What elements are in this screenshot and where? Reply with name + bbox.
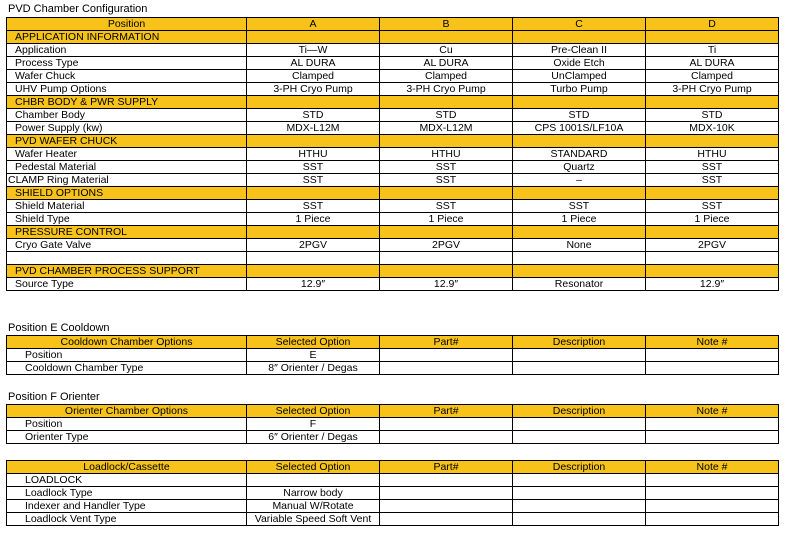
- cell-value: AL DURA: [646, 57, 779, 70]
- cell-value: 12.9″: [646, 278, 779, 291]
- cell-value: None: [513, 239, 646, 252]
- column-header: Part#: [380, 461, 513, 474]
- cell-value: SST: [513, 200, 646, 213]
- section-fill: [513, 135, 646, 148]
- row-label: Chamber Body: [7, 109, 247, 122]
- row-label: Loadlock Vent Type: [7, 513, 247, 526]
- section-fill: [513, 226, 646, 239]
- cell-value: [380, 349, 513, 362]
- section-fill: [380, 135, 513, 148]
- column-header: Selected Option: [247, 405, 380, 418]
- cell-value: SST: [380, 174, 513, 187]
- subheading-row: [7, 474, 779, 487]
- cell-value: Manual W/Rotate: [247, 500, 380, 513]
- section-fill: [380, 31, 513, 44]
- row-label: Loadlock Type: [7, 487, 247, 500]
- cell-value: [380, 362, 513, 375]
- cell-value: [646, 252, 779, 265]
- cell-value: Turbo Pump: [513, 83, 646, 96]
- section-fill: [513, 265, 646, 278]
- section-header-row: [7, 135, 779, 148]
- cell-value: [646, 431, 779, 444]
- cooldown-title: Position E Cooldown: [8, 322, 110, 334]
- cell-value: HTHU: [247, 148, 380, 161]
- cell-value: 12.9″: [247, 278, 380, 291]
- column-header: Selected Option: [247, 461, 380, 474]
- header-row: [7, 461, 779, 474]
- cell-value: [646, 418, 779, 431]
- cell-value: 2PGV: [380, 239, 513, 252]
- cell-value: [513, 252, 646, 265]
- cooldown-table: [6, 335, 779, 375]
- cell-value: HTHU: [646, 148, 779, 161]
- row-label: Wafer Chuck: [7, 70, 247, 83]
- row-label: Shield Material: [7, 200, 247, 213]
- cell-value: 1 Piece: [646, 213, 779, 226]
- column-header: Description: [513, 405, 646, 418]
- column-header: Part#: [380, 336, 513, 349]
- cell-value: SST: [646, 200, 779, 213]
- cell-value: 12.9″: [380, 278, 513, 291]
- table-row: [7, 83, 779, 96]
- cell-value: SST: [247, 200, 380, 213]
- empty-cell: [646, 474, 779, 487]
- table-row: [7, 418, 779, 431]
- cell-value: [380, 252, 513, 265]
- table-row: [7, 278, 779, 291]
- cell-value: F: [247, 418, 380, 431]
- section-fill: [380, 265, 513, 278]
- row-label: Cooldown Chamber Type: [7, 362, 247, 375]
- cell-value: Variable Speed Soft Vent: [247, 513, 380, 526]
- table-row: [7, 57, 779, 70]
- cell-value: STD: [247, 109, 380, 122]
- table-row: [7, 213, 779, 226]
- cell-value: 3-PH Cryo Pump: [247, 83, 380, 96]
- cell-value: UnClamped: [513, 70, 646, 83]
- section-title: SHIELD OPTIONS: [7, 187, 247, 200]
- row-label: UHV Pump Options: [7, 83, 247, 96]
- row-label: Position: [7, 349, 247, 362]
- cell-value: Clamped: [646, 70, 779, 83]
- section-title: PVD WAFER CHUCK: [7, 135, 247, 148]
- row-label: Wafer Heater: [7, 148, 247, 161]
- cell-value: 6″ Orienter / Degas: [247, 431, 380, 444]
- section-fill: [513, 31, 646, 44]
- pvd-config-table: [6, 17, 779, 291]
- section-fill: [380, 187, 513, 200]
- subheading: LOADLOCK: [7, 474, 247, 487]
- section-fill: [247, 31, 380, 44]
- cell-value: SST: [380, 200, 513, 213]
- cell-value: [380, 500, 513, 513]
- main-title: PVD Chamber Configuration: [8, 3, 148, 15]
- row-label: Pedestal Material: [7, 161, 247, 174]
- cell-value: Quartz: [513, 161, 646, 174]
- cell-value: Clamped: [247, 70, 380, 83]
- cell-value: MDX-L12M: [247, 122, 380, 135]
- section-fill: [247, 187, 380, 200]
- cell-value: Ti: [646, 44, 779, 57]
- section-fill: [513, 96, 646, 109]
- cell-value: [513, 362, 646, 375]
- table-row: [7, 200, 779, 213]
- table-row: [7, 252, 779, 265]
- cell-value: [380, 418, 513, 431]
- header-row: [7, 405, 779, 418]
- cell-value: [646, 362, 779, 375]
- cell-value: [513, 487, 646, 500]
- cell-value: Ti—W: [247, 44, 380, 57]
- cell-value: Resonator: [513, 278, 646, 291]
- section-fill: [646, 135, 779, 148]
- column-header: Description: [513, 336, 646, 349]
- section-title: PVD CHAMBER PROCESS SUPPORT: [7, 265, 247, 278]
- cell-value: 2PGV: [247, 239, 380, 252]
- cell-value: [646, 349, 779, 362]
- cell-value: 1 Piece: [380, 213, 513, 226]
- column-header: Loadlock/Cassette: [7, 461, 247, 474]
- column-header: Selected Option: [247, 336, 380, 349]
- table-row: [7, 513, 779, 526]
- row-label: Power Supply (kw): [7, 122, 247, 135]
- column-header: Orienter Chamber Options: [7, 405, 247, 418]
- cell-value: [646, 487, 779, 500]
- empty-cell: [247, 474, 380, 487]
- row-label: CLAMP Ring Material: [7, 174, 247, 187]
- cell-value: STANDARD: [513, 148, 646, 161]
- cell-value: [513, 431, 646, 444]
- cell-value: [380, 487, 513, 500]
- column-header: Note #: [646, 405, 779, 418]
- cell-value: STD: [646, 109, 779, 122]
- row-label: Application: [7, 44, 247, 57]
- table-row: [7, 70, 779, 83]
- section-fill: [646, 265, 779, 278]
- cell-value: SST: [380, 161, 513, 174]
- section-fill: [247, 96, 380, 109]
- section-title: APPLICATION INFORMATION: [7, 31, 247, 44]
- section-header-row: [7, 96, 779, 109]
- table-row: [7, 239, 779, 252]
- row-label: [7, 252, 247, 265]
- cell-value: E: [247, 349, 380, 362]
- section-fill: [380, 226, 513, 239]
- table-row: [7, 349, 779, 362]
- empty-cell: [380, 474, 513, 487]
- column-header: Description: [513, 461, 646, 474]
- row-label: Indexer and Handler Type: [7, 500, 247, 513]
- cell-value: [380, 431, 513, 444]
- cell-value: [646, 513, 779, 526]
- section-fill: [247, 226, 380, 239]
- row-label: Position: [7, 418, 247, 431]
- column-header: Cooldown Chamber Options: [7, 336, 247, 349]
- orienter-table: [6, 404, 779, 444]
- cell-value: SST: [247, 174, 380, 187]
- cell-value: 3-PH Cryo Pump: [380, 83, 513, 96]
- column-header: C: [513, 18, 646, 31]
- section-fill: [380, 96, 513, 109]
- section-title: PRESSURE CONTROL: [7, 226, 247, 239]
- table-row: [7, 362, 779, 375]
- table-row: [7, 487, 779, 500]
- section-header-row: [7, 265, 779, 278]
- cell-value: Oxide Etch: [513, 57, 646, 70]
- cell-value: Pre-Clean II: [513, 44, 646, 57]
- section-header-row: [7, 31, 779, 44]
- cell-value: 2PGV: [646, 239, 779, 252]
- cell-value: AL DURA: [247, 57, 380, 70]
- cell-value: 1 Piece: [513, 213, 646, 226]
- section-title: CHBR BODY & PWR SUPPLY: [7, 96, 247, 109]
- cell-value: [646, 500, 779, 513]
- table-row: [7, 148, 779, 161]
- cell-value: Clamped: [380, 70, 513, 83]
- cell-value: 8″ Orienter / Degas: [247, 362, 380, 375]
- section-fill: [646, 226, 779, 239]
- cell-value: MDX-L12M: [380, 122, 513, 135]
- cell-value: SST: [247, 161, 380, 174]
- cell-value: –: [513, 174, 646, 187]
- cell-value: [513, 513, 646, 526]
- cell-value: [513, 418, 646, 431]
- row-label: Source Type: [7, 278, 247, 291]
- header-row: [7, 336, 779, 349]
- cell-value: SST: [646, 174, 779, 187]
- cell-value: Cu: [380, 44, 513, 57]
- column-header: Position: [7, 18, 247, 31]
- table-row: [7, 500, 779, 513]
- header-row: [7, 18, 779, 31]
- cell-value: 1 Piece: [247, 213, 380, 226]
- column-header: D: [646, 18, 779, 31]
- cell-value: [513, 500, 646, 513]
- section-fill: [247, 135, 380, 148]
- table-row: [7, 109, 779, 122]
- cell-value: MDX-10K: [646, 122, 779, 135]
- section-fill: [247, 265, 380, 278]
- section-fill: [513, 187, 646, 200]
- row-label: Shield Type: [7, 213, 247, 226]
- section-fill: [646, 31, 779, 44]
- cell-value: 3-PH Cryo Pump: [646, 83, 779, 96]
- cell-value: [513, 349, 646, 362]
- section-header-row: [7, 187, 779, 200]
- section-fill: [646, 187, 779, 200]
- table-row: [7, 431, 779, 444]
- section-fill: [646, 96, 779, 109]
- cell-value: HTHU: [380, 148, 513, 161]
- table-row: [7, 44, 779, 57]
- cell-value: Narrow body: [247, 487, 380, 500]
- cell-value: [247, 252, 380, 265]
- column-header: A: [247, 18, 380, 31]
- row-label: Process Type: [7, 57, 247, 70]
- column-header: B: [380, 18, 513, 31]
- row-label: Orienter Type: [7, 431, 247, 444]
- empty-cell: [513, 474, 646, 487]
- section-header-row: [7, 226, 779, 239]
- column-header: Note #: [646, 461, 779, 474]
- column-header: Note #: [646, 336, 779, 349]
- cell-value: CPS 1001S/LF10A: [513, 122, 646, 135]
- column-header: Part#: [380, 405, 513, 418]
- cell-value: [380, 513, 513, 526]
- cell-value: STD: [513, 109, 646, 122]
- loadlock-table: [6, 460, 779, 526]
- row-label: Cryo Gate Valve: [7, 239, 247, 252]
- table-row: [7, 122, 779, 135]
- table-row: [7, 174, 779, 187]
- cell-value: STD: [380, 109, 513, 122]
- cell-value: AL DURA: [380, 57, 513, 70]
- cell-value: SST: [646, 161, 779, 174]
- orienter-title: Position F Orienter: [8, 391, 100, 403]
- table-row: [7, 161, 779, 174]
